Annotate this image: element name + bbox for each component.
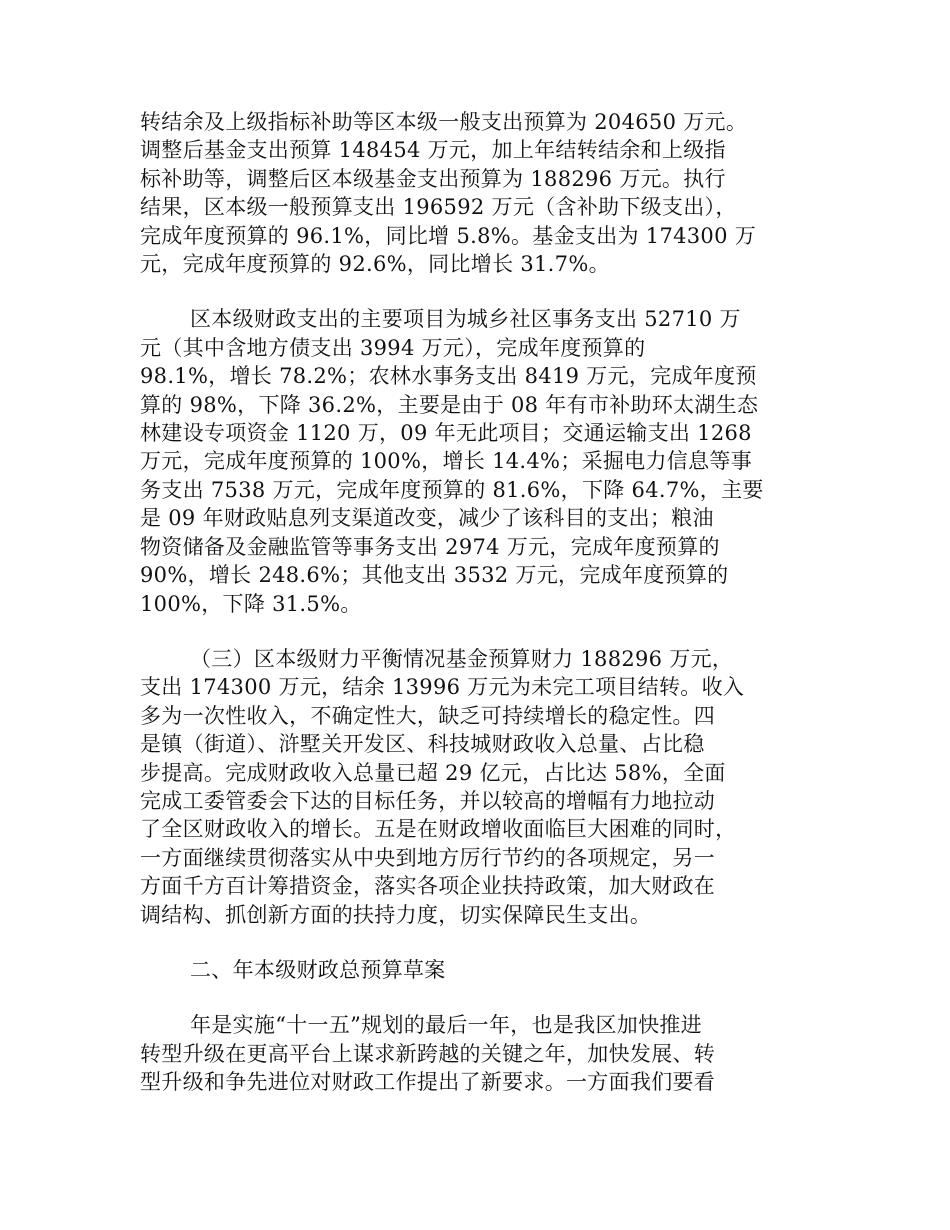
text-line: 年是实施“十一五”规划的最后一年，也是我区加快推进 xyxy=(190,1013,702,1038)
heading-line: 二、年本级财政总预算草案 xyxy=(190,957,446,982)
section-heading xyxy=(140,956,830,984)
text-line: 调整后基金支出预算 148454 万元，加上年结转结余和上级指 xyxy=(140,138,726,163)
paragraph-2 xyxy=(140,305,830,617)
paragraph-gap xyxy=(140,929,830,956)
paragraph-gap xyxy=(140,984,830,1011)
text-line: 步提高。完成财政收入总量已超 29 亿元，占比达 58%，全面 xyxy=(140,760,726,785)
text-line: 转结余及上级指标补助等区本级一般支出预算为 204650 万元。 xyxy=(140,110,748,134)
paragraph-gap xyxy=(140,278,830,305)
text-line: 完成工委管委会下达的目标任务，并以较高的增幅有力地拉动 xyxy=(140,788,716,813)
text-line: 是镇（街道）、浒墅关开发区、科技城财政收入总量、占比稳 xyxy=(140,732,705,757)
text-line: 支出 174300 万元，结余 13996 万元为未完工项目结转。收入 xyxy=(140,675,745,700)
paragraph-3 xyxy=(140,645,830,929)
text-line: 是 09 年财政贴息列支渠道改变，减少了该科目的支出；粮油 xyxy=(140,506,714,531)
text-line: 了全区财政收入的增长。五是在财政增收面临巨大困难的同时， xyxy=(140,817,737,842)
text-line: 多为一次性收入，不确定性大，缺乏可持续增长的稳定性。四 xyxy=(140,703,716,728)
document-page xyxy=(140,108,830,1097)
paragraph-1 xyxy=(140,108,830,278)
text-line: 林建设专项资金 1120 万，09 年无此项目；交通运输支出 1268 xyxy=(140,421,752,446)
text-line: 区本级财政支出的主要项目为城乡社区事务支出 52710 万 xyxy=(190,307,741,332)
text-line: 结果，区本级一般预算支出 196592 万元（含补助下级支出）， xyxy=(140,195,737,220)
text-line: 元，完成年度预算的 92.6%，同比增长 31.7%。 xyxy=(140,252,610,277)
text-line: 标补助等，调整后区本级基金支出预算为 188296 万元。执行 xyxy=(140,166,726,191)
paragraph-5 xyxy=(140,1011,830,1096)
text-line: 方面千方百计筹措资金，落实各项企业扶持政策，加大财政在 xyxy=(140,874,716,899)
text-line: 调结构、抓创新方面的扶持力度，切实保障民生支出。 xyxy=(140,902,652,927)
text-line: 90%，增长 248.6%；其他支出 3532 万元，完成年度预算的 xyxy=(140,563,729,588)
text-line: 转型升级在更高平台上谋求新跨越的关键之年，加快发展、转 xyxy=(140,1041,716,1066)
text-line: 一方面继续贯彻落实从中央到地方厉行节约的各项规定，另一 xyxy=(140,845,716,870)
text-line: 98.1%，增长 78.2%；农林水事务支出 8419 万元，完成年度预 xyxy=(140,364,757,389)
text-line: 完成年度预算的 96.1%，同比增 5.8%。基金支出为 174300 万 xyxy=(140,223,757,248)
text-line: 物资储备及金融监管等事务支出 2974 万元，完成年度预算的 xyxy=(140,534,720,559)
paragraph-gap xyxy=(140,618,830,645)
text-line: 型升级和争先进位对财政工作提出了新要求。一方面我们要看 xyxy=(140,1070,716,1095)
text-line: 算的 98%，下降 36.2%，主要是由于 08 年有市补助环太湖生态 xyxy=(140,392,759,417)
text-line: 万元，完成年度预算的 100%，增长 14.4%；采掘电力信息等事 xyxy=(140,449,752,474)
text-line: 100%，下降 31.5%。 xyxy=(140,591,362,616)
text-line: （三）区本级财力平衡情况基金预算财力 188296 万元， xyxy=(190,646,734,671)
text-line: 元（其中含地方债支出 3994 万元），完成年度预算的 xyxy=(140,335,646,360)
text-line: 务支出 7538 万元，完成年度预算的 81.6%，下降 64.7%，主要 xyxy=(140,477,764,502)
